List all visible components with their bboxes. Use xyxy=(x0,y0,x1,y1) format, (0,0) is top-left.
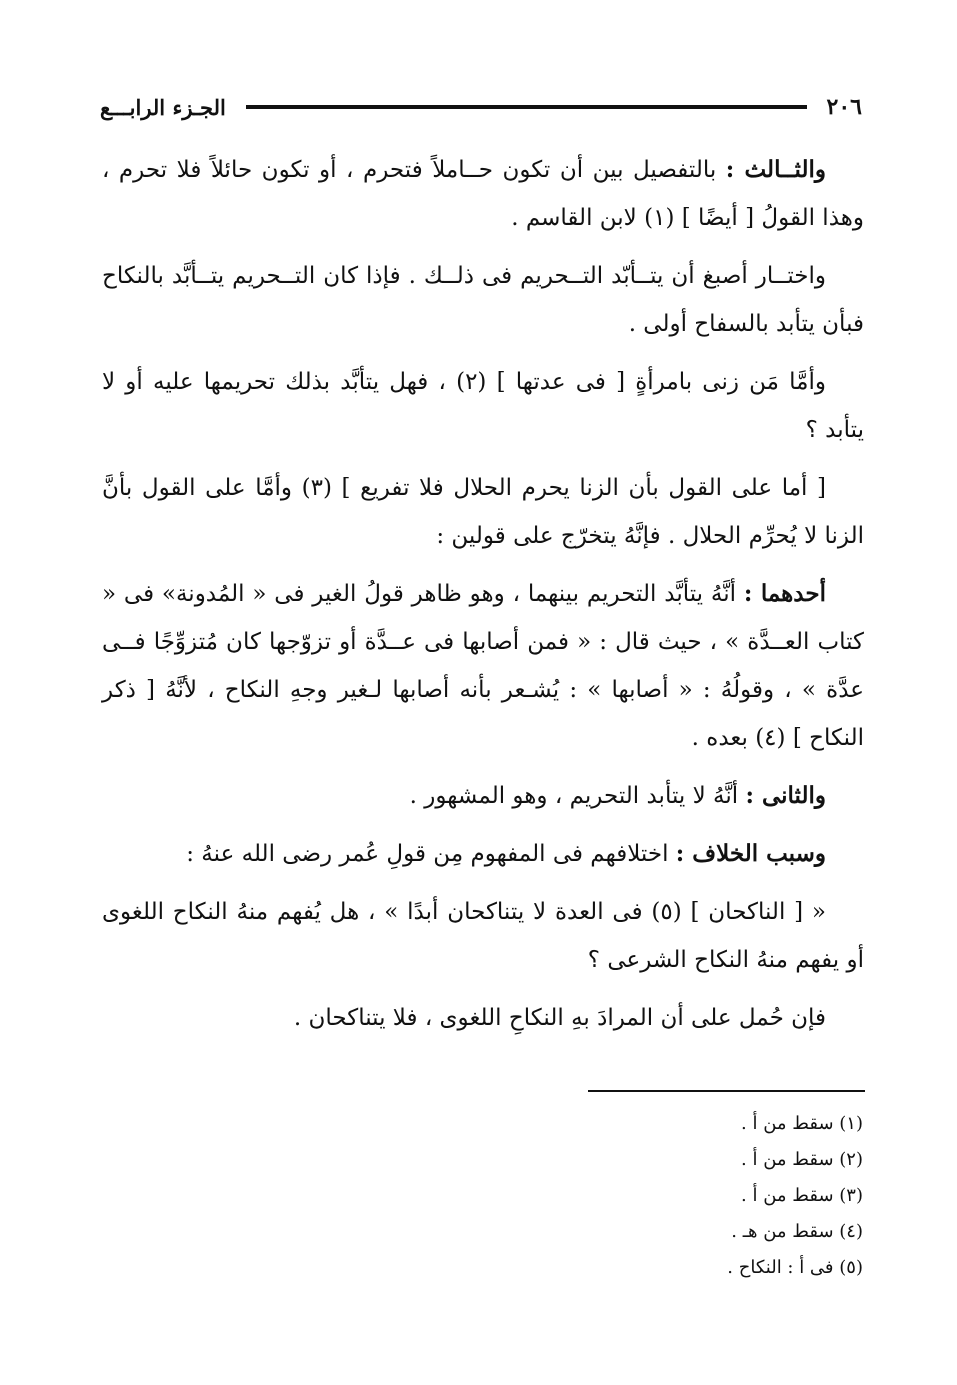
header-rule xyxy=(246,105,807,109)
footnotes xyxy=(560,1106,863,1286)
paragraph-lead: أحدهما : xyxy=(743,580,826,607)
paragraph xyxy=(102,358,864,454)
footnote: (١) سقط من أ . xyxy=(741,1113,863,1134)
footnote: (٤) سقط من هـ . xyxy=(731,1221,863,1242)
main-text xyxy=(102,146,864,1052)
paragraph-text: فإن حُمل على أن المرادَ بهِ النكاحِ اللغوى ، فلا يتناكحان . xyxy=(293,1005,826,1031)
paragraph xyxy=(102,772,864,820)
page-number: ٢٠٦ xyxy=(826,94,862,120)
paragraph xyxy=(102,146,864,242)
paragraph xyxy=(102,464,864,560)
paragraph-text: أنَّهُ لا يتأبد التحريم ، وهو المشهور . xyxy=(409,783,746,809)
footnote-separator xyxy=(588,1090,865,1092)
page-header xyxy=(100,90,862,124)
running-title: الجـزء الرابـــع xyxy=(100,94,226,120)
paragraph xyxy=(102,830,864,878)
footnote: (٢) سقط من أ . xyxy=(741,1149,863,1170)
footnote: (٥) فى أ : النكاح . xyxy=(727,1257,863,1278)
paragraph-lead: وسبب الخلاف : xyxy=(675,840,826,867)
paragraph-text: بالتفصيل بين أن تكون حــاملاً فتحرم ، أو تكون حائلاً فلا تحرم ، وهذا القولُ [ أيضًا ] (١) لابن القاسم . xyxy=(102,157,864,231)
paragraph-text: [ أما على القول بأن الزنا يحرم الحلال فلا تفريع ] (٣) وأمَّا على القول بأنَّ الزنا لا يُحرِّم الحلال . فإنَّهُ يتخرّج على قولين : xyxy=(102,475,864,549)
paragraph xyxy=(102,570,864,762)
paragraph xyxy=(102,252,864,348)
paragraph-text: واختــار أصبغ أن يتــأبّد التــحريم فى ذلــك . فإذا كان التــحريم يتــأبَّد بالنكاح فبأن يتأبد بالسفاح أولى . xyxy=(102,263,864,337)
paragraph-text: أنَّهُ يتأبَّد التحريم بينهما ، وهو ظاهر قولُ الغير فى « المُدونة» فى « كتاب العــدَّة » ، حيث قال : « فمن أصابها فى عــدَّة أو تزوّجها كان مُتزوِّجًا فــى عدَّة » ، وقولُهُ : « أصابها » : يُشـعر بأنه أصابها لـغير وجهِ النكاح ، لأنَّهُ [ ذكر النكاح ] (٤) بعده . xyxy=(102,581,864,751)
paragraph-lead: والثانى : xyxy=(745,782,826,809)
footnote: (٣) سقط من أ . xyxy=(741,1185,863,1206)
paragraph-lead: والثــالث : xyxy=(725,156,826,183)
paragraph xyxy=(102,888,864,984)
paragraph xyxy=(102,994,864,1042)
paragraph-text: اختلافهم فى المفهوم مِن قولِ عُمر رضى الله عنهُ : xyxy=(186,841,676,867)
paragraph-text: « [ الناكحان ] (٥) فى العدة لا يتناكحان أبدًا » ، هل يُفهم منهُ النكاح اللغوى أو يفهم منهُ النكاح الشرعى ؟ xyxy=(102,899,864,973)
paragraph-text: وأمَّا مَن زنى بامرأةٍ [ فى عدتها ] (٢) ، فهل يتأبَّد بذلك تحريمها عليه أو لا يتأبد ؟ xyxy=(102,369,864,443)
